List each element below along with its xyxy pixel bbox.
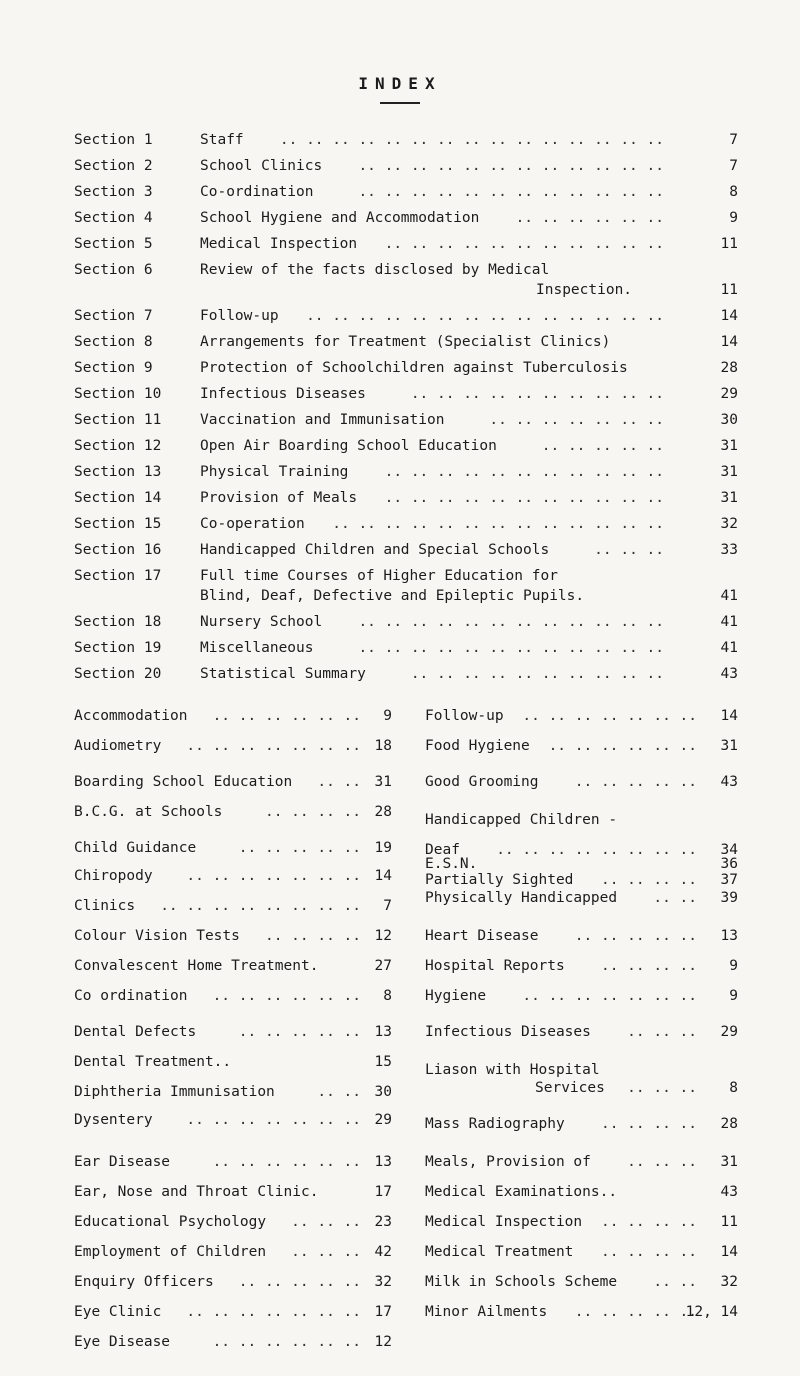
section-row (74, 262, 738, 298)
section-title: Review of the facts disclosed by Medical (200, 262, 550, 278)
index-page-number: 31 (374, 774, 392, 790)
index-term: Physically Handicapped (425, 890, 618, 906)
index-term: Infectious Diseases (425, 1024, 591, 1040)
section-title: Follow-up (200, 308, 279, 324)
section-title: Arrangements for Treatment (Specialist Clinics) (200, 334, 611, 350)
index-page-number: 34 (720, 842, 738, 858)
index-page-number: 9 (383, 708, 392, 724)
section-title: Infectious Diseases (200, 386, 366, 402)
index-term: Hygiene (425, 988, 487, 1004)
index-entry (425, 1154, 738, 1174)
section-title: Physical Training (200, 464, 349, 480)
dot-leader: .. .. .. .. .. .. .. .. .. .. .. (384, 490, 664, 506)
index-entry (74, 1054, 392, 1074)
dot-leader: .. .. .. .. .. .. .. (186, 868, 361, 884)
index-page-number: 39 (720, 890, 738, 906)
section-title: Provision of Meals (200, 490, 358, 506)
dot-leader: .. .. .. (291, 1214, 361, 1230)
index-page-number: 29 (374, 1112, 392, 1128)
index-page-number: 31 (720, 1154, 738, 1170)
index-page-number: 36 (720, 856, 738, 872)
dot-leader: .. .. .. .. .. .. .. .. .. .. .. .. .. (332, 516, 664, 532)
section-row (74, 184, 738, 204)
index-page-number: 15 (374, 1054, 392, 1070)
section-page-number: 7 (729, 158, 738, 174)
index-entry (425, 812, 738, 832)
index-term: Diphtheria Immunisation (74, 1084, 275, 1100)
section-title: Staff (200, 132, 244, 148)
dot-leader: .. .. (317, 774, 361, 790)
section-label: Section 8 (74, 334, 153, 350)
section-label: Section 1 (74, 132, 153, 148)
dot-leader: .. .. .. .. .. .. .. .. .. .. .. .. (358, 158, 664, 174)
index-entry (425, 1184, 738, 1204)
section-row (74, 236, 738, 256)
dot-leader: .. .. .. .. (600, 1116, 697, 1132)
index-term: Dental Treatment.. (74, 1054, 232, 1070)
section-title: Full time Courses of Higher Education for (200, 568, 558, 584)
index-term: Accommodation (74, 708, 188, 724)
index-entry (74, 774, 392, 794)
index-page-number: 8 (383, 988, 392, 1004)
section-row (74, 640, 738, 660)
index-entry (425, 928, 738, 948)
index-entry (425, 1274, 738, 1294)
index-page-number: 9 (729, 988, 738, 1004)
section-page-number: 31 (720, 438, 738, 454)
index-entry (425, 1304, 738, 1324)
index-term: Partially Sighted (425, 872, 574, 888)
dot-leader: .. .. .. (627, 1080, 697, 1096)
dot-leader: .. .. (653, 1274, 697, 1290)
section-page-number: 30 (720, 412, 738, 428)
index-entry (74, 1274, 392, 1294)
dot-leader: .. .. .. .. (600, 1244, 697, 1260)
index-term: Ear Disease (74, 1154, 171, 1170)
section-label: Section 20 (74, 666, 162, 682)
index-page-number: 28 (374, 804, 392, 820)
section-label: Section 4 (74, 210, 153, 226)
section-label: Section 5 (74, 236, 153, 252)
index-term: Eye Disease (74, 1334, 171, 1350)
index-page-number: 43 (720, 774, 738, 790)
section-row (74, 568, 738, 604)
section-title: School Hygiene and Accommodation (200, 210, 480, 226)
index-page-number: 23 (374, 1214, 392, 1230)
section-row (74, 308, 738, 328)
dot-leader: .. .. .. .. (600, 872, 697, 888)
title-underline (380, 102, 420, 104)
index-term: Medical Examinations.. (425, 1184, 618, 1200)
section-title: Co-operation (200, 516, 305, 532)
index-page-number: 12 (374, 1334, 392, 1350)
index-page-number: 27 (374, 958, 392, 974)
dot-leader: .. .. .. .. .. .. .. .. .. .. .. .. .. .. (306, 308, 664, 324)
index-entry (74, 1304, 392, 1324)
section-page-number: 11 (720, 282, 738, 298)
dot-leader: .. .. .. .. .. .. .. .. (160, 898, 361, 914)
index-term: Hospital Reports (425, 958, 565, 974)
index-term: Eye Clinic (74, 1304, 162, 1320)
index-term: Follow-up (425, 708, 504, 724)
section-row (74, 490, 738, 510)
section-row (74, 412, 738, 432)
section-row (74, 464, 738, 484)
index-entry (74, 1154, 392, 1174)
index-page-number: 7 (383, 898, 392, 914)
section-title: Protection of Schoolchildren against Tuberculosis (200, 360, 628, 376)
dot-leader: .. .. .. .. .. .. .. .. .. .. .. .. (358, 614, 664, 630)
index-entry (74, 708, 392, 728)
section-page-number: 29 (720, 386, 738, 402)
index-term: Meals, Provision of (425, 1154, 591, 1170)
section-label: Section 3 (74, 184, 153, 200)
section-page-number: 31 (720, 490, 738, 506)
dot-leader: .. .. .. .. (264, 804, 361, 820)
index-term: Food Hygiene (425, 738, 530, 754)
index-entry (425, 1214, 738, 1234)
index-term: Medical Inspection (425, 1214, 583, 1230)
dot-leader: .. .. .. .. .. .. .. (489, 412, 664, 428)
section-row (74, 158, 738, 178)
index-page-number: 12 (374, 928, 392, 944)
section-row (74, 334, 738, 354)
section-label: Section 11 (74, 412, 162, 428)
index-page-number: 17 (374, 1304, 392, 1320)
dot-leader: .. .. .. .. .. .. .. .. .. .. .. (384, 464, 664, 480)
section-page-number: 9 (729, 210, 738, 226)
index-page-number: 32 (720, 1274, 738, 1290)
section-title: Nursery School (200, 614, 323, 630)
dot-leader: .. .. .. .. .. .. .. (186, 1304, 361, 1320)
index-term: Minor Ailments (425, 1304, 548, 1320)
index-entry (74, 1244, 392, 1264)
section-row (74, 516, 738, 536)
section-row (74, 666, 738, 686)
section-row (74, 210, 738, 230)
dot-leader: .. .. (317, 1084, 361, 1100)
dot-leader: .. .. .. .. .. .. (548, 738, 697, 754)
index-entry (425, 774, 738, 794)
index-page-number: 28 (720, 1116, 738, 1132)
index-term: Co ordination (74, 988, 188, 1004)
index-entry (74, 1184, 392, 1204)
index-entry (425, 1080, 738, 1100)
dot-leader: .. .. .. .. .. (238, 840, 361, 856)
index-term: Chiropody (74, 868, 153, 884)
index-term: Colour Vision Tests (74, 928, 240, 944)
index-page-number: 32 (374, 1274, 392, 1290)
dot-leader: .. .. .. .. .. .. .. .. .. .. .. .. (358, 184, 664, 200)
dot-leader: .. .. .. .. .. .. .. (186, 738, 361, 754)
index-term: Liason with Hospital (425, 1062, 600, 1078)
index-term: Enquiry Officers (74, 1274, 214, 1290)
dot-leader: .. .. .. .. .. (574, 774, 697, 790)
index-page-number: 19 (374, 840, 392, 856)
dot-leader: .. .. .. .. (600, 1214, 697, 1230)
index-entry (425, 708, 738, 728)
dot-leader: .. .. .. .. .. .. (515, 210, 664, 226)
index-entry (74, 868, 392, 888)
index-page-number: 37 (720, 872, 738, 888)
index-page-number: 13 (720, 928, 738, 944)
index-entry (425, 1116, 738, 1136)
index-term: Ear, Nose and Throat Clinic. (74, 1184, 319, 1200)
dot-leader: .. .. .. .. .. .. (212, 988, 361, 1004)
dot-leader: .. .. .. .. .. (574, 928, 697, 944)
index-entry (74, 840, 392, 860)
index-term: Dental Defects (74, 1024, 197, 1040)
section-title: Medical Inspection (200, 236, 358, 252)
section-page-number: 41 (720, 640, 738, 656)
index-term: Mass Radiography (425, 1116, 565, 1132)
dot-leader: .. .. .. .. .. (541, 438, 664, 454)
dot-leader: .. .. .. .. .. .. .. .. .. .. .. (384, 236, 664, 252)
dot-leader: .. .. .. (291, 1244, 361, 1260)
index-term: Child Guidance (74, 840, 197, 856)
section-page-number: 14 (720, 308, 738, 324)
index-page-number: 12, 14 (685, 1304, 738, 1320)
index-page-number: 42 (374, 1244, 392, 1260)
index-term: Educational Psychology (74, 1214, 267, 1230)
index-entry (425, 872, 738, 892)
section-title-continued: Blind, Deaf, Defective and Epileptic Pupils. (200, 588, 585, 604)
section-row (74, 132, 738, 152)
section-title: Co-ordination (200, 184, 314, 200)
section-label: Section 10 (74, 386, 162, 402)
index-page-number: 11 (720, 1214, 738, 1230)
section-row (74, 386, 738, 406)
section-page-number: 7 (729, 132, 738, 148)
section-label: Section 18 (74, 614, 162, 630)
index-term: Employment of Children (74, 1244, 267, 1260)
dot-leader: .. .. .. .. .. (574, 1304, 697, 1320)
dot-leader: .. .. .. .. .. .. .. .. .. .. (410, 386, 664, 402)
index-entry (74, 1112, 392, 1132)
index-page-number: 13 (374, 1154, 392, 1170)
section-label: Section 9 (74, 360, 153, 376)
section-page-number: 14 (720, 334, 738, 350)
index-term: Audiometry (74, 738, 162, 754)
section-label: Section 17 (74, 568, 162, 584)
section-label: Section 12 (74, 438, 162, 454)
index-entry (425, 890, 738, 910)
index-entry (74, 1084, 392, 1104)
section-title-continued: Inspection. (536, 282, 633, 298)
page-title: INDEX (358, 74, 442, 93)
section-title: Open Air Boarding School Education (200, 438, 497, 454)
section-title: Statistical Summary (200, 666, 366, 682)
index-entry (74, 958, 392, 978)
index-term: Dysentery (74, 1112, 153, 1128)
section-label: Section 16 (74, 542, 162, 558)
dot-leader: .. .. .. (627, 1024, 697, 1040)
dot-leader: .. .. .. .. .. .. .. (186, 1112, 361, 1128)
index-page-number: 14 (720, 1244, 738, 1260)
section-label: Section 14 (74, 490, 162, 506)
index-term: Convalescent Home Treatment. (74, 958, 319, 974)
index-page-number: 17 (374, 1184, 392, 1200)
section-page-number: 41 (720, 614, 738, 630)
dot-leader: .. .. (653, 890, 697, 906)
section-page-number: 11 (720, 236, 738, 252)
index-page-number: 9 (729, 958, 738, 974)
index-page-number: 14 (720, 708, 738, 724)
index-page-number: 30 (374, 1084, 392, 1100)
index-entry (425, 988, 738, 1008)
index-entry (425, 1244, 738, 1264)
index-term: Good Grooming (425, 774, 539, 790)
section-title: Vaccination and Immunisation (200, 412, 445, 428)
dot-leader: .. .. .. .. .. .. .. (522, 988, 697, 1004)
section-title: Miscellaneous (200, 640, 314, 656)
dot-leader: .. .. .. (627, 1154, 697, 1170)
dot-leader: .. .. .. .. .. .. .. .. .. .. .. .. (358, 640, 664, 656)
dot-leader: .. .. .. .. .. (238, 1024, 361, 1040)
dot-leader: .. .. .. .. (264, 928, 361, 944)
index-term: Clinics (74, 898, 136, 914)
index-entry (74, 1214, 392, 1234)
index-term: Services (535, 1080, 605, 1096)
section-label: Section 2 (74, 158, 153, 174)
section-title: School Clinics (200, 158, 323, 174)
index-entry (425, 1024, 738, 1044)
index-term: Deaf (425, 842, 460, 858)
dot-leader: .. .. .. .. .. .. (212, 708, 361, 724)
section-label: Section 19 (74, 640, 162, 656)
section-page-number: 32 (720, 516, 738, 532)
dot-leader: .. .. .. .. .. .. .. .. .. .. (410, 666, 664, 682)
dot-leader: .. .. .. .. (600, 958, 697, 974)
dot-leader: .. .. .. .. .. .. .. .. (496, 842, 697, 858)
index-entry (425, 1062, 738, 1082)
section-title: Handicapped Children and Special Schools (200, 542, 550, 558)
index-entry (425, 738, 738, 758)
dot-leader: .. .. .. .. .. .. .. (522, 708, 697, 724)
index-page-number: 18 (374, 738, 392, 754)
index-term: Medical Treatment (425, 1244, 574, 1260)
index-entry (74, 1334, 392, 1354)
index-entry (74, 898, 392, 918)
section-label: Section 13 (74, 464, 162, 480)
index-entry (74, 804, 392, 824)
index-page-number: 43 (720, 1184, 738, 1200)
index-page-number: 13 (374, 1024, 392, 1040)
index-page-number: 31 (720, 738, 738, 754)
index-term: Handicapped Children - (425, 812, 618, 828)
section-row (74, 360, 738, 380)
index-term: B.C.G. at Schools (74, 804, 223, 820)
dot-leader: .. .. .. (594, 542, 664, 558)
index-page-number: 14 (374, 868, 392, 884)
section-page-number: 43 (720, 666, 738, 682)
section-row (74, 542, 738, 562)
dot-leader: .. .. .. .. .. .. (212, 1334, 361, 1350)
index-term: Boarding School Education (74, 774, 293, 790)
section-page-number: 31 (720, 464, 738, 480)
index-entry (74, 1024, 392, 1044)
section-row (74, 438, 738, 458)
section-page-number: 28 (720, 360, 738, 376)
index-page-number: 8 (729, 1080, 738, 1096)
section-label: Section 15 (74, 516, 162, 532)
section-page-number: 33 (720, 542, 738, 558)
dot-leader: .. .. .. .. .. .. (212, 1154, 361, 1170)
index-term: E.S.N. (425, 856, 478, 872)
index-term: Heart Disease (425, 928, 539, 944)
index-entry (74, 988, 392, 1008)
section-row (74, 614, 738, 634)
section-page-number: 41 (720, 588, 738, 604)
index-entry (425, 958, 738, 978)
index-entry (74, 928, 392, 948)
section-label: Section 7 (74, 308, 153, 324)
section-label: Section 6 (74, 262, 153, 278)
dot-leader: .. .. .. .. .. .. .. .. .. .. .. .. .. .. .. (279, 132, 664, 148)
section-page-number: 8 (729, 184, 738, 200)
index-page-number: 29 (720, 1024, 738, 1040)
index-term: Milk in Schools Scheme (425, 1274, 618, 1290)
index-entry (74, 738, 392, 758)
dot-leader: .. .. .. .. .. (238, 1274, 361, 1290)
